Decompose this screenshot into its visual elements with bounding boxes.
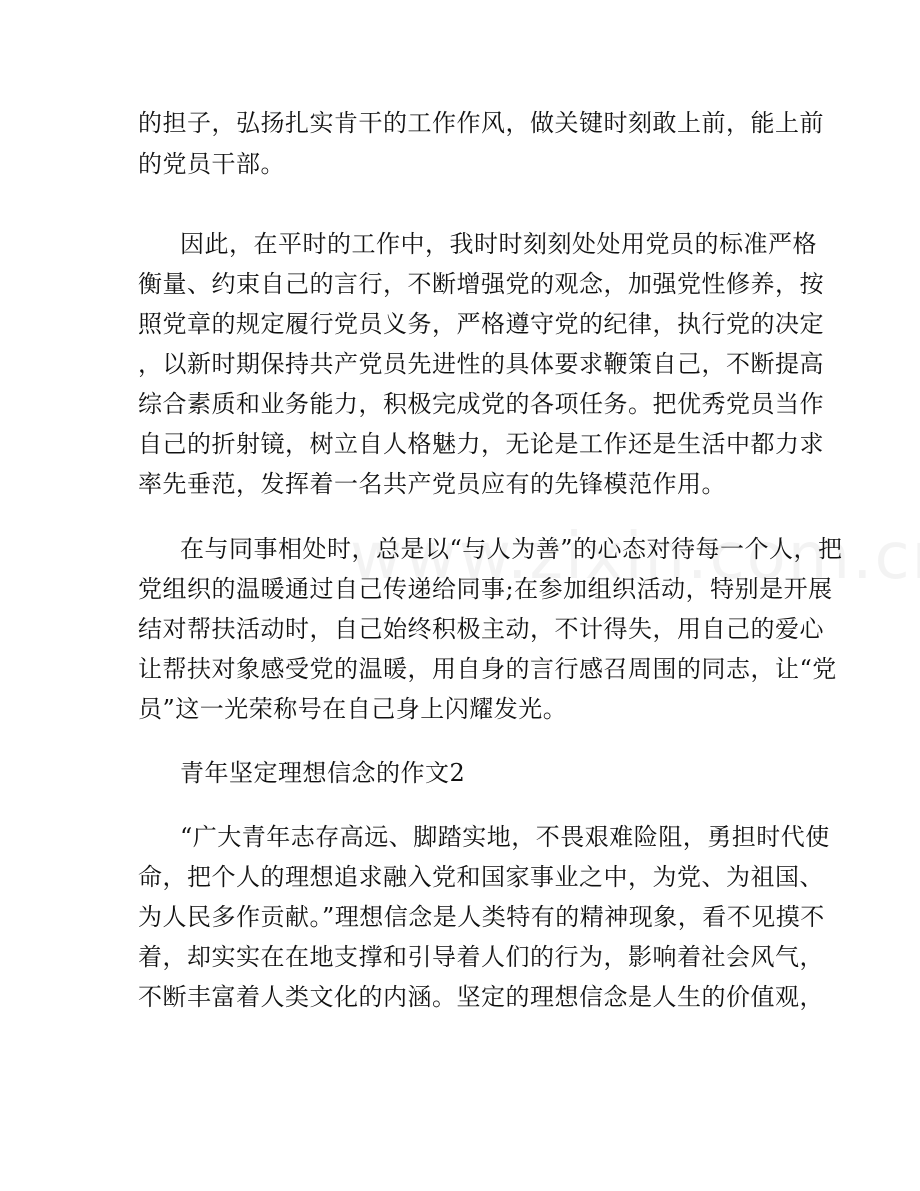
- paragraph-line: 在与同事相处时，总是以“与人为善”的心态对待每一个人，把: [180, 535, 843, 563]
- paragraph-line: 党组织的温暖通过自己传递给同事;在参加组织活动，特别是开展: [138, 575, 833, 603]
- paragraph-line: “广大青年志存高远、脚踏实地，不畏艰难险阻，勇担时代使: [180, 823, 830, 851]
- paragraph-line: 衡量、约束自己的言行，不断增强党的观念，加强党性修养，按: [138, 270, 824, 298]
- paragraph-line: 不断丰富着人类文化的内涵。坚定的理想信念是人生的价值观，: [138, 983, 824, 1011]
- paragraph-line: 因此，在平时的工作中，我时时刻刻处处用党员的标准严格: [180, 230, 817, 258]
- section-heading: 青年坚定理想信念的作文2: [180, 759, 466, 787]
- paragraph-line: ，以新时期保持共产党员先进性的具体要求鞭策自己，不断提高: [138, 350, 824, 378]
- paragraph-line: 结对帮扶活动时，自己始终积极主动，不计得失，用自己的爱心: [138, 615, 824, 643]
- paragraph-line: 的党员干部。: [138, 150, 285, 178]
- paragraph-line: 命，把个人的理想追求融入党和国家事业之中，为党、为祖国、: [138, 863, 824, 891]
- paragraph-line: 着，却实实在在地支撑和引导着人们的行为，影响着社会风气，: [138, 943, 824, 971]
- paragraph-line: 员”这一光荣称号在自己身上闪耀发光。: [138, 695, 568, 723]
- paragraph-line: 为人民多作贡献。”理想信念是人类特有的精神现象，看不见摸不: [138, 903, 825, 931]
- paragraph-line: 照党章的规定履行党员义务，严格遵守党的纪律，执行党的决定: [138, 310, 824, 338]
- paragraph-line: 自己的折射镜，树立自人格魅力，无论是工作还是生活中都力求: [138, 430, 824, 458]
- paragraph-line: 的担子，弘扬扎实肯干的工作作风，做关键时刻敢上前，能上前: [138, 109, 824, 137]
- paragraph-line: 让帮扶对象感受党的温暖，用自身的言行感召周围的同志，让“党: [138, 655, 837, 683]
- paragraph-line: 率先垂范，发挥着一名共产党员应有的先锋模范作用。: [138, 470, 726, 498]
- paragraph-line: 综合素质和业务能力，积极完成党的各项任务。把优秀党员当作: [138, 390, 824, 418]
